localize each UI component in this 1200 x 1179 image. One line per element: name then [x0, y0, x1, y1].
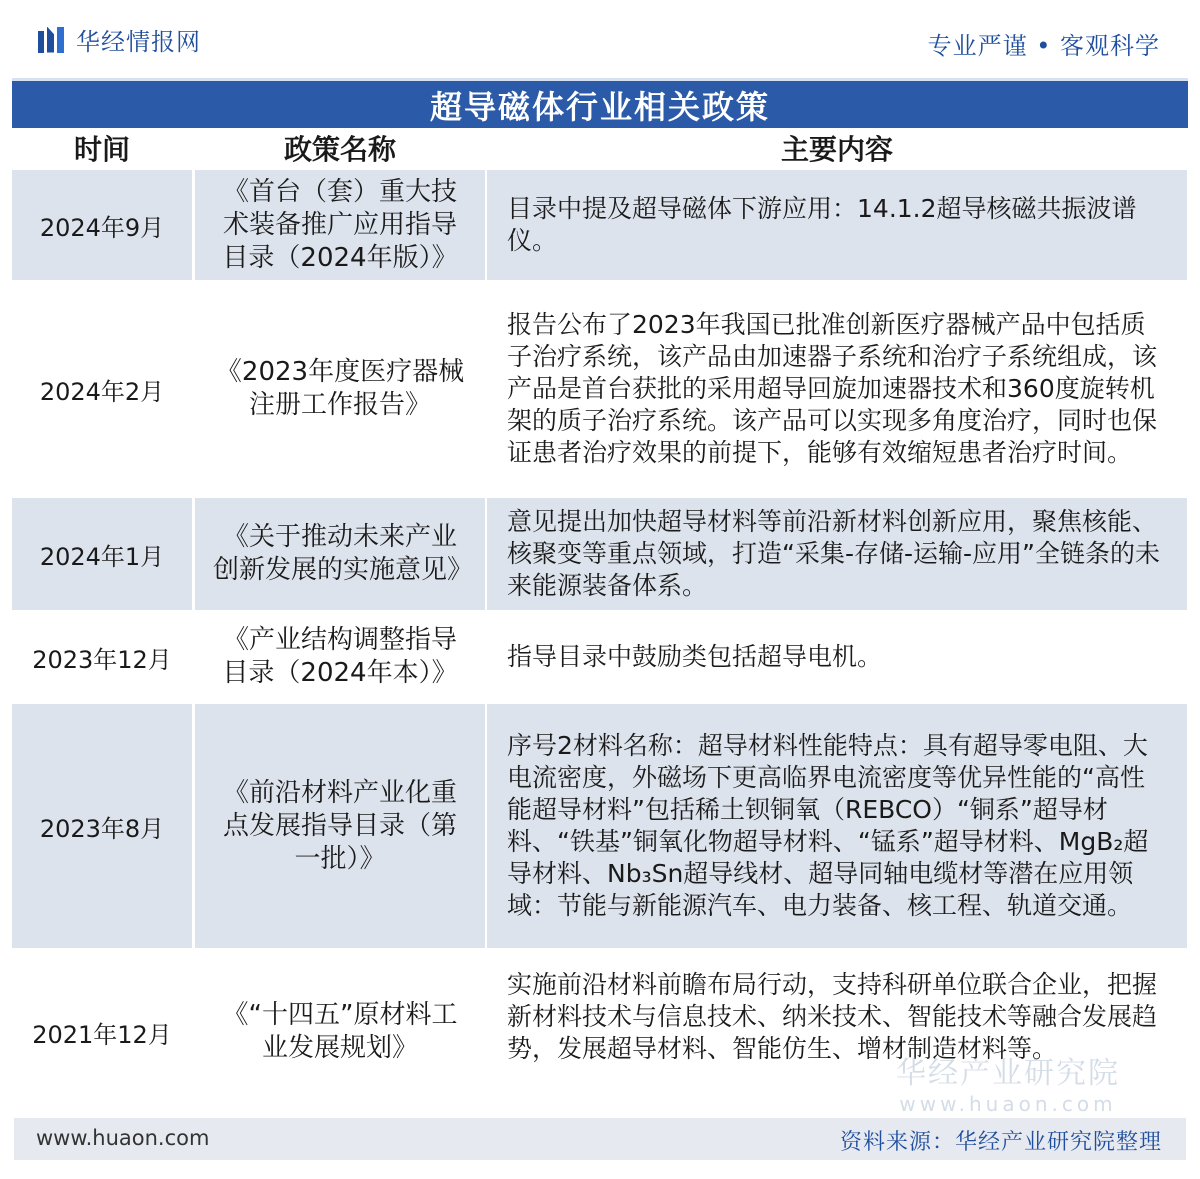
table-row-content: 报告公布了2023年我国已批准创新医疗器械产品中包括质子治疗系统，该产品由加速器子系统和治疗子系统组成，该产品是首台获批的采用超导回旋加速器技术和360度旋转机架的质子治疗系统。该产品可以实现多角度治疗，同时也保证患者治疗效果的前提下，能够有效缩短患者治疗时间。 — [487, 283, 1187, 495]
table-row-date: 2023年12月 — [12, 613, 192, 701]
table-row-policy-name: 《2023年度医疗器械注册工作报告》 — [195, 283, 485, 495]
table-row-content: 目录中提及超导磁体下游应用：14.1.2超导核磁共振波谱仪。 — [487, 170, 1187, 280]
table-row-content: 实施前沿材料前瞻布局行动，支持科研单位联合企业，把握新材料技术与信息技术、纳米技术、智能技术等融合发展趋势，发展超导材料、智能仿生、增材制造材料等。 — [487, 951, 1187, 1113]
page-header — [0, 0, 1200, 78]
page-footer — [14, 1118, 1186, 1160]
logo-text: 华经情报网 — [76, 28, 201, 56]
table-row-date: 2024年9月 — [12, 170, 192, 280]
table-row-content: 意见提出加快超导材料等前沿新材料创新应用，聚焦核能、核聚变等重点领域，打造“采集-存储-运输-应用”全链条的未来能源装备体系。 — [487, 498, 1187, 610]
watermark — [896, 1048, 1120, 1116]
footer-source: 资料来源：华经产业研究院整理 — [839, 1130, 1162, 1155]
slogan: 专业严谨 • 客观科学 — [927, 32, 1160, 60]
footer-url[interactable]: www.huaon.com — [36, 1126, 210, 1150]
column-header-policy-name: 政策名称 — [283, 133, 396, 166]
table-row-date: 2023年8月 — [12, 704, 192, 948]
table-row-policy-name: 《产业结构调整指导目录（2024年本）》 — [195, 613, 485, 701]
column-header-content: 主要内容 — [780, 133, 893, 166]
watermark-url: www.huaon.com — [899, 1092, 1117, 1116]
page-title: 超导磁体行业相关政策 — [429, 87, 770, 126]
table-row-content: 序号2材料名称：超导材料性能特点：具有超导零电阻、大电流密度，外磁场下更高临界电流密度等优异性能的“高性能超导材料”包括稀土钡铜氧（REBCO）“铜系”超导材料、“铁基”铜氧化物超导材料、“锰系”超导材料、MgB₂超导材料、Nb₃Sn超导线材、超导同轴电缆材等潜在应用领域：节能与新能源汽车、电力装备、核工程、轨道交通。 — [487, 704, 1187, 948]
table-row-policy-name: 《前沿材料产业化重点发展指导目录（第一批）》 — [195, 704, 485, 948]
table-row-policy-name: 《“十四五”原材料工业发展规划》 — [195, 951, 485, 1113]
table-row-date: 2021年12月 — [12, 951, 192, 1113]
table-row-policy-name: 《关于推动未来产业创新发展的实施意见》 — [195, 498, 485, 610]
table-row-policy-name: 《首台（套）重大技术装备推广应用指导目录（2024年版）》 — [195, 170, 485, 280]
table-row-date: 2024年1月 — [12, 498, 192, 610]
table-row-date: 2024年2月 — [12, 283, 192, 495]
logo-icon — [38, 27, 64, 53]
title-bar — [12, 78, 1188, 128]
column-header-time: 时间 — [73, 133, 130, 166]
table-row-content: 指导目录中鼓励类包括超导电机。 — [487, 613, 1187, 701]
watermark-text: 华经产业研究院 — [896, 1056, 1120, 1091]
brand-logo — [38, 22, 201, 57]
